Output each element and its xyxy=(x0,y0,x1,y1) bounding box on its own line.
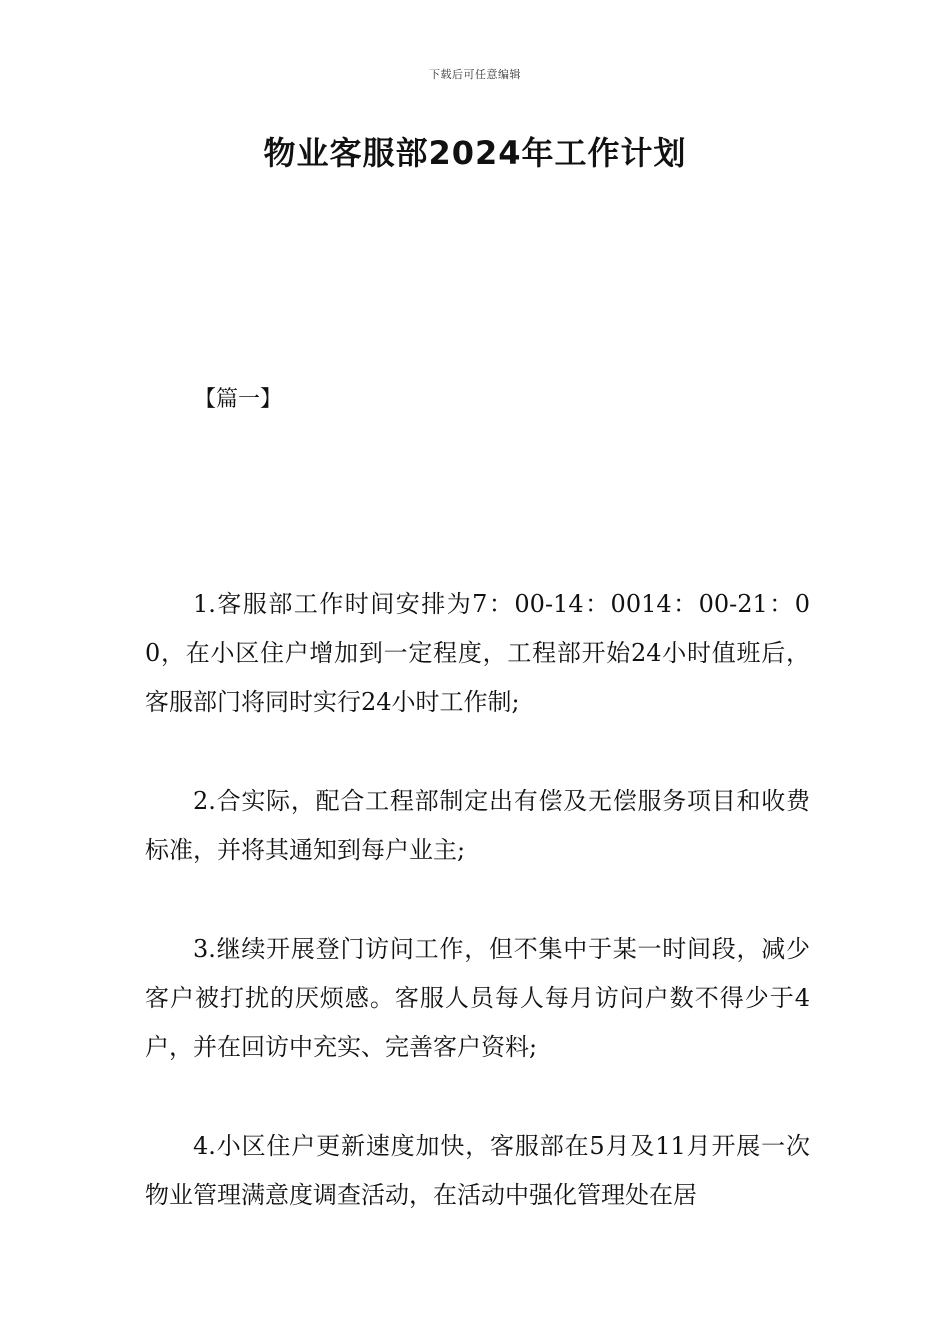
document-body xyxy=(145,580,810,1270)
paragraph-2: 2.合实际，配合工程部制定出有偿及无偿服务项目和收费标准，并将其通知到每户业主; xyxy=(145,787,810,864)
paragraph-4: 4.小区住户更新速度加快，客服部在5月及11月开展一次物业管理满意度调查活动，在活动中强化管理处在居 xyxy=(145,1132,810,1209)
paragraph-3: 3.继续开展登门访问工作，但不集中于某一时间段，减少客户被打扰的厌烦感。客服人员每人每月访问户数不得少于4户，并在回访中充实、完善客户资料; xyxy=(145,935,810,1061)
paragraph-1: 1.客服部工作时间安排为7：00-14：0014：00-21：00，在小区住户增加到一定程度，工程部开始24小时值班后，客服部门将同时实行24小时工作制; xyxy=(145,590,810,716)
document-title: 物业客服部2024年工作计划 xyxy=(263,134,687,172)
section-label: 【篇一】 xyxy=(194,387,283,412)
header-note: 下载后可任意编辑 xyxy=(429,68,521,81)
